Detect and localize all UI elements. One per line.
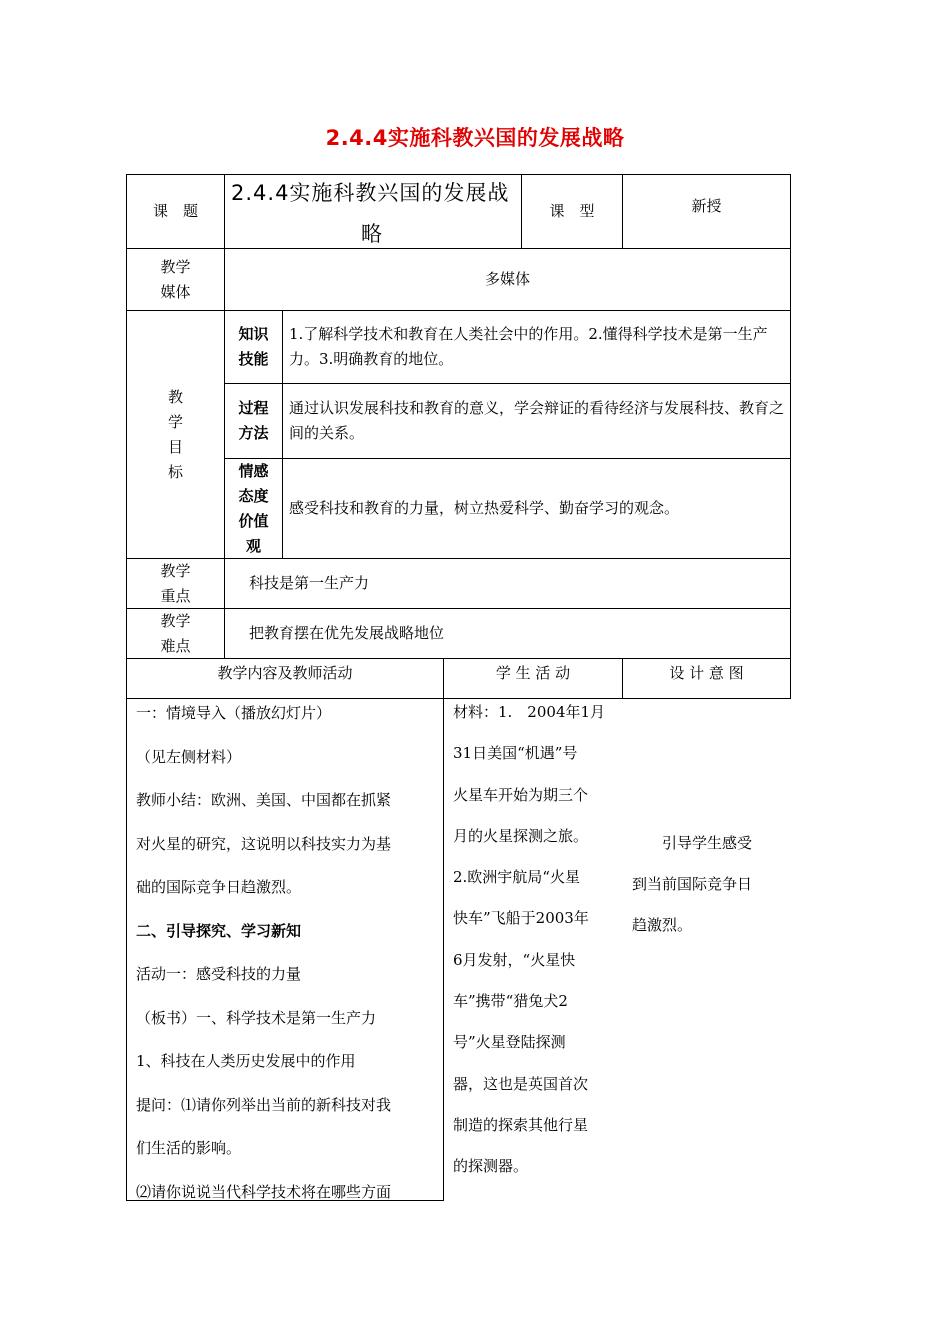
difficulty-value: 把教育摆在优先发展战略地位 (249, 624, 445, 642)
content-line: 二、引导探究、学习新知 (136, 921, 302, 940)
objectives-label: 教学目标 (167, 387, 183, 481)
type-value: 新授 (691, 197, 722, 215)
content-line: 一：情境导入（播放幻灯片） (136, 704, 332, 722)
student-line: 火星车开始为期三个 (453, 785, 589, 804)
student-line: 6月发射，“火星快 (453, 950, 576, 969)
student-line: 制造的探索其他行星 (453, 1115, 589, 1134)
student-line: 快车”飞船于2003年 (453, 909, 589, 928)
design-line: 趋激烈。 (632, 916, 693, 934)
media-value: 多媒体 (484, 270, 530, 288)
page-title: 2.4.4实施科教兴国的发展战略 (325, 126, 625, 150)
objective-text-attitude: 感受科技和教育的力量，树立热爱科学、勤奋学习的观念。 (289, 499, 680, 517)
column-header-design: 设 计 意 图 (669, 663, 744, 682)
content-line: 教师小结：欧洲、美国、中国都在抓紧 (136, 791, 392, 809)
content-line: 1、科技在人类历史发展中的作用 (136, 1052, 356, 1070)
content-line: 提问：⑴请你列举出当前的新科技对我 (136, 1095, 392, 1114)
column-header-content: 教学内容及教师活动 (217, 663, 353, 682)
design-line: 到当前国际竞争日 (632, 875, 753, 893)
topic-label: 课 题 (152, 202, 198, 220)
student-line: 月的火星探测之旅。 (453, 826, 589, 845)
design-line: 引导学生感受 (632, 834, 753, 852)
topic-value-line1: 2.4.4实施科教兴国的发展战 (231, 181, 510, 205)
key-point-label: 教学重点 (160, 561, 191, 605)
objective-text-knowledge: 1.了解科学技术和教育在人类社会中的作用。2.懂得科学技术是第一生产力。3.明确教育的地位。 (289, 325, 768, 368)
content-line: 础的国际竞争日趋激烈。 (136, 878, 302, 896)
column-header-students: 学 生 活 动 (495, 663, 571, 682)
difficulty-label: 教学难点 (160, 611, 191, 655)
objective-label-knowledge: 知识技能 (238, 325, 269, 368)
design-intent (632, 823, 788, 946)
topic-value-line2: 略 (361, 222, 383, 246)
type-label: 课 型 (549, 202, 595, 220)
student-line: 器，这也是英国首次 (453, 1074, 589, 1093)
content-line: （见左侧材料） (136, 747, 242, 766)
content-line: 对火星的研究，这说明以科技实力为基 (136, 834, 392, 853)
student-activity (453, 692, 621, 1188)
student-line: 31日美国“机遇”号 (453, 744, 578, 763)
content-line: 们生活的影响。 (136, 1139, 242, 1157)
student-line: 的探测器。 (453, 1157, 529, 1176)
teacher-activity (136, 692, 441, 1214)
student-line: 2.欧洲宇航局“火星 (453, 868, 580, 887)
objective-label-attitude: 情感态度价值观 (238, 461, 269, 555)
media-label: 教学媒体 (160, 257, 191, 301)
content-line: 活动一：感受科技的力量 (136, 965, 302, 983)
topic-value (225, 175, 521, 248)
content-line: ⑵请你说说当代科学技术将在哪些方面 (136, 1182, 392, 1201)
student-line: 车”携带“猎兔犬2 (453, 992, 568, 1011)
objective-text-process: 通过认识发展科技和教育的意义，学会辩证的看待经济与发展科技、教育之间的关系。 (289, 399, 785, 442)
student-line: 号”火星登陆探测 (453, 1033, 566, 1052)
key-point-value: 科技是第一生产力 (249, 574, 370, 592)
objective-label-process: 过程方法 (238, 399, 269, 442)
content-line: （板书）一、科学技术是第一生产力 (136, 1008, 377, 1027)
student-line: 材料：1. 2004年1月 (453, 703, 606, 721)
